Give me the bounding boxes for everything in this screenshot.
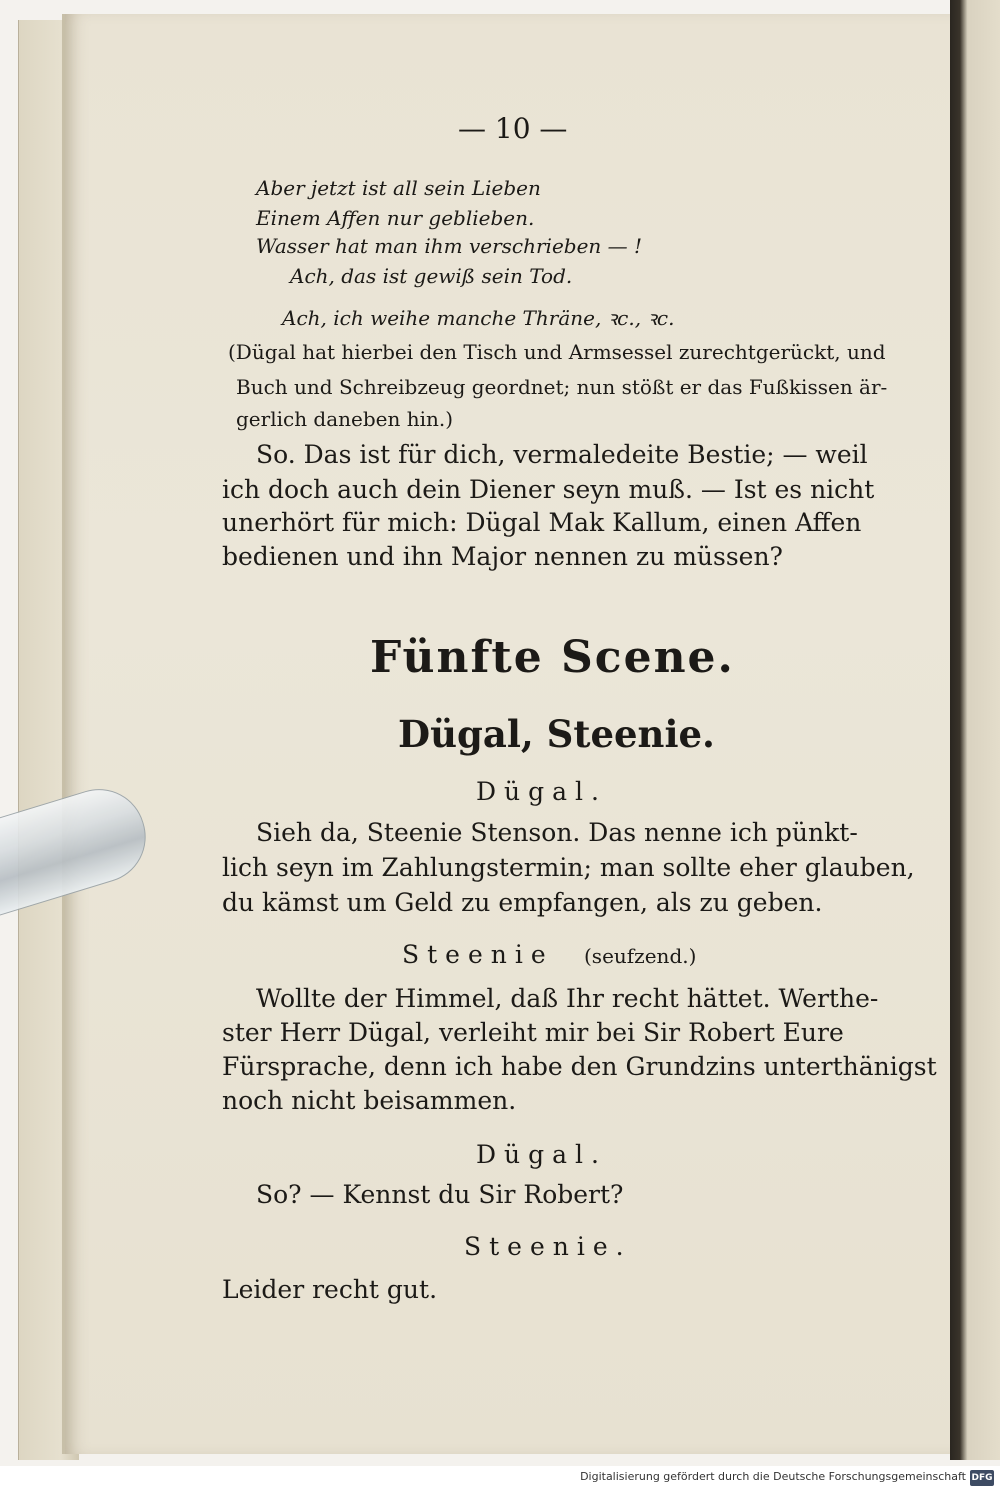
stage-direction-line-2: Buch und Schreibzeug geordnet; nun stößt er das Fußkissen är-	[236, 375, 888, 399]
verse-line-2: Einem Affen nur geblieben.	[256, 206, 535, 230]
stage-direction-line-3: gerlich daneben hin.)	[236, 407, 454, 431]
speech-5-line-1: Leider recht gut.	[222, 1275, 438, 1304]
speaker-dugal-2: Dügal.	[476, 1140, 607, 1169]
speech-3-line-3: Fürsprache, denn ich habe den Grundzins unterthänigst	[222, 1052, 937, 1081]
stage-direction-line-1: (Dügal hat hierbei den Tisch und Armsessel zurechtgerückt, und	[228, 340, 886, 364]
verse-line-1: Aber jetzt ist all sein Lieben	[256, 176, 541, 200]
verse-line-5: Ach, ich weihe manche Thräne, ꝛc., ꝛc.	[282, 306, 675, 330]
speech-3-line-4: noch nicht beisammen.	[222, 1086, 517, 1115]
speech-2-line-3: du kämst um Geld zu empfangen, als zu geben.	[222, 888, 823, 917]
scene-title: Fünfte Scene.	[370, 632, 735, 683]
speaker-steenie-1: Steenie	[402, 940, 554, 969]
speech-4-line-1: So? — Kennst du Sir Robert?	[256, 1180, 624, 1209]
speech-2-line-1: Sieh da, Steenie Stenson. Das nenne ich pünkt-	[256, 818, 858, 847]
dfg-logo: DFG	[970, 1470, 994, 1486]
speaker-dugal-1: Dügal.	[476, 777, 607, 806]
speech-1-line-2: ich doch auch dein Diener seyn muß. — Ist es nicht	[222, 475, 875, 504]
verse-line-3: Wasser hat man ihm verschrieben — !	[256, 234, 643, 258]
page-number: — 10 —	[458, 112, 568, 145]
speaker-steenie-1-note: (seufzend.)	[584, 944, 697, 968]
scene-persons: Dügal, Steenie.	[398, 712, 715, 756]
speech-1-line-3: unerhört für mich: Dügal Mak Kallum, einen Affen	[222, 508, 862, 537]
speech-3-line-2: ster Herr Dügal, verleiht mir bei Sir Robert Eure	[222, 1018, 844, 1047]
speech-1-line-1: So. Das ist für dich, vermaledeite Bestie; — weil	[256, 440, 868, 469]
speech-1-line-4: bedienen und ihn Major nennen zu müssen?	[222, 542, 783, 571]
funding-credit: Digitalisierung gefördert durch die Deutsche Forschungsgemeinschaft	[580, 1470, 966, 1483]
speaker-steenie-2: Steenie.	[464, 1232, 632, 1261]
speech-2-line-2: lich seyn im Zahlungstermin; man sollte eher glauben,	[222, 853, 915, 882]
footer-bar	[0, 1466, 1000, 1494]
verse-line-4: Ach, das ist gewiß sein Tod.	[290, 264, 573, 288]
speech-3-line-1: Wollte der Himmel, daß Ihr recht hättet. Werthe-	[256, 984, 879, 1013]
